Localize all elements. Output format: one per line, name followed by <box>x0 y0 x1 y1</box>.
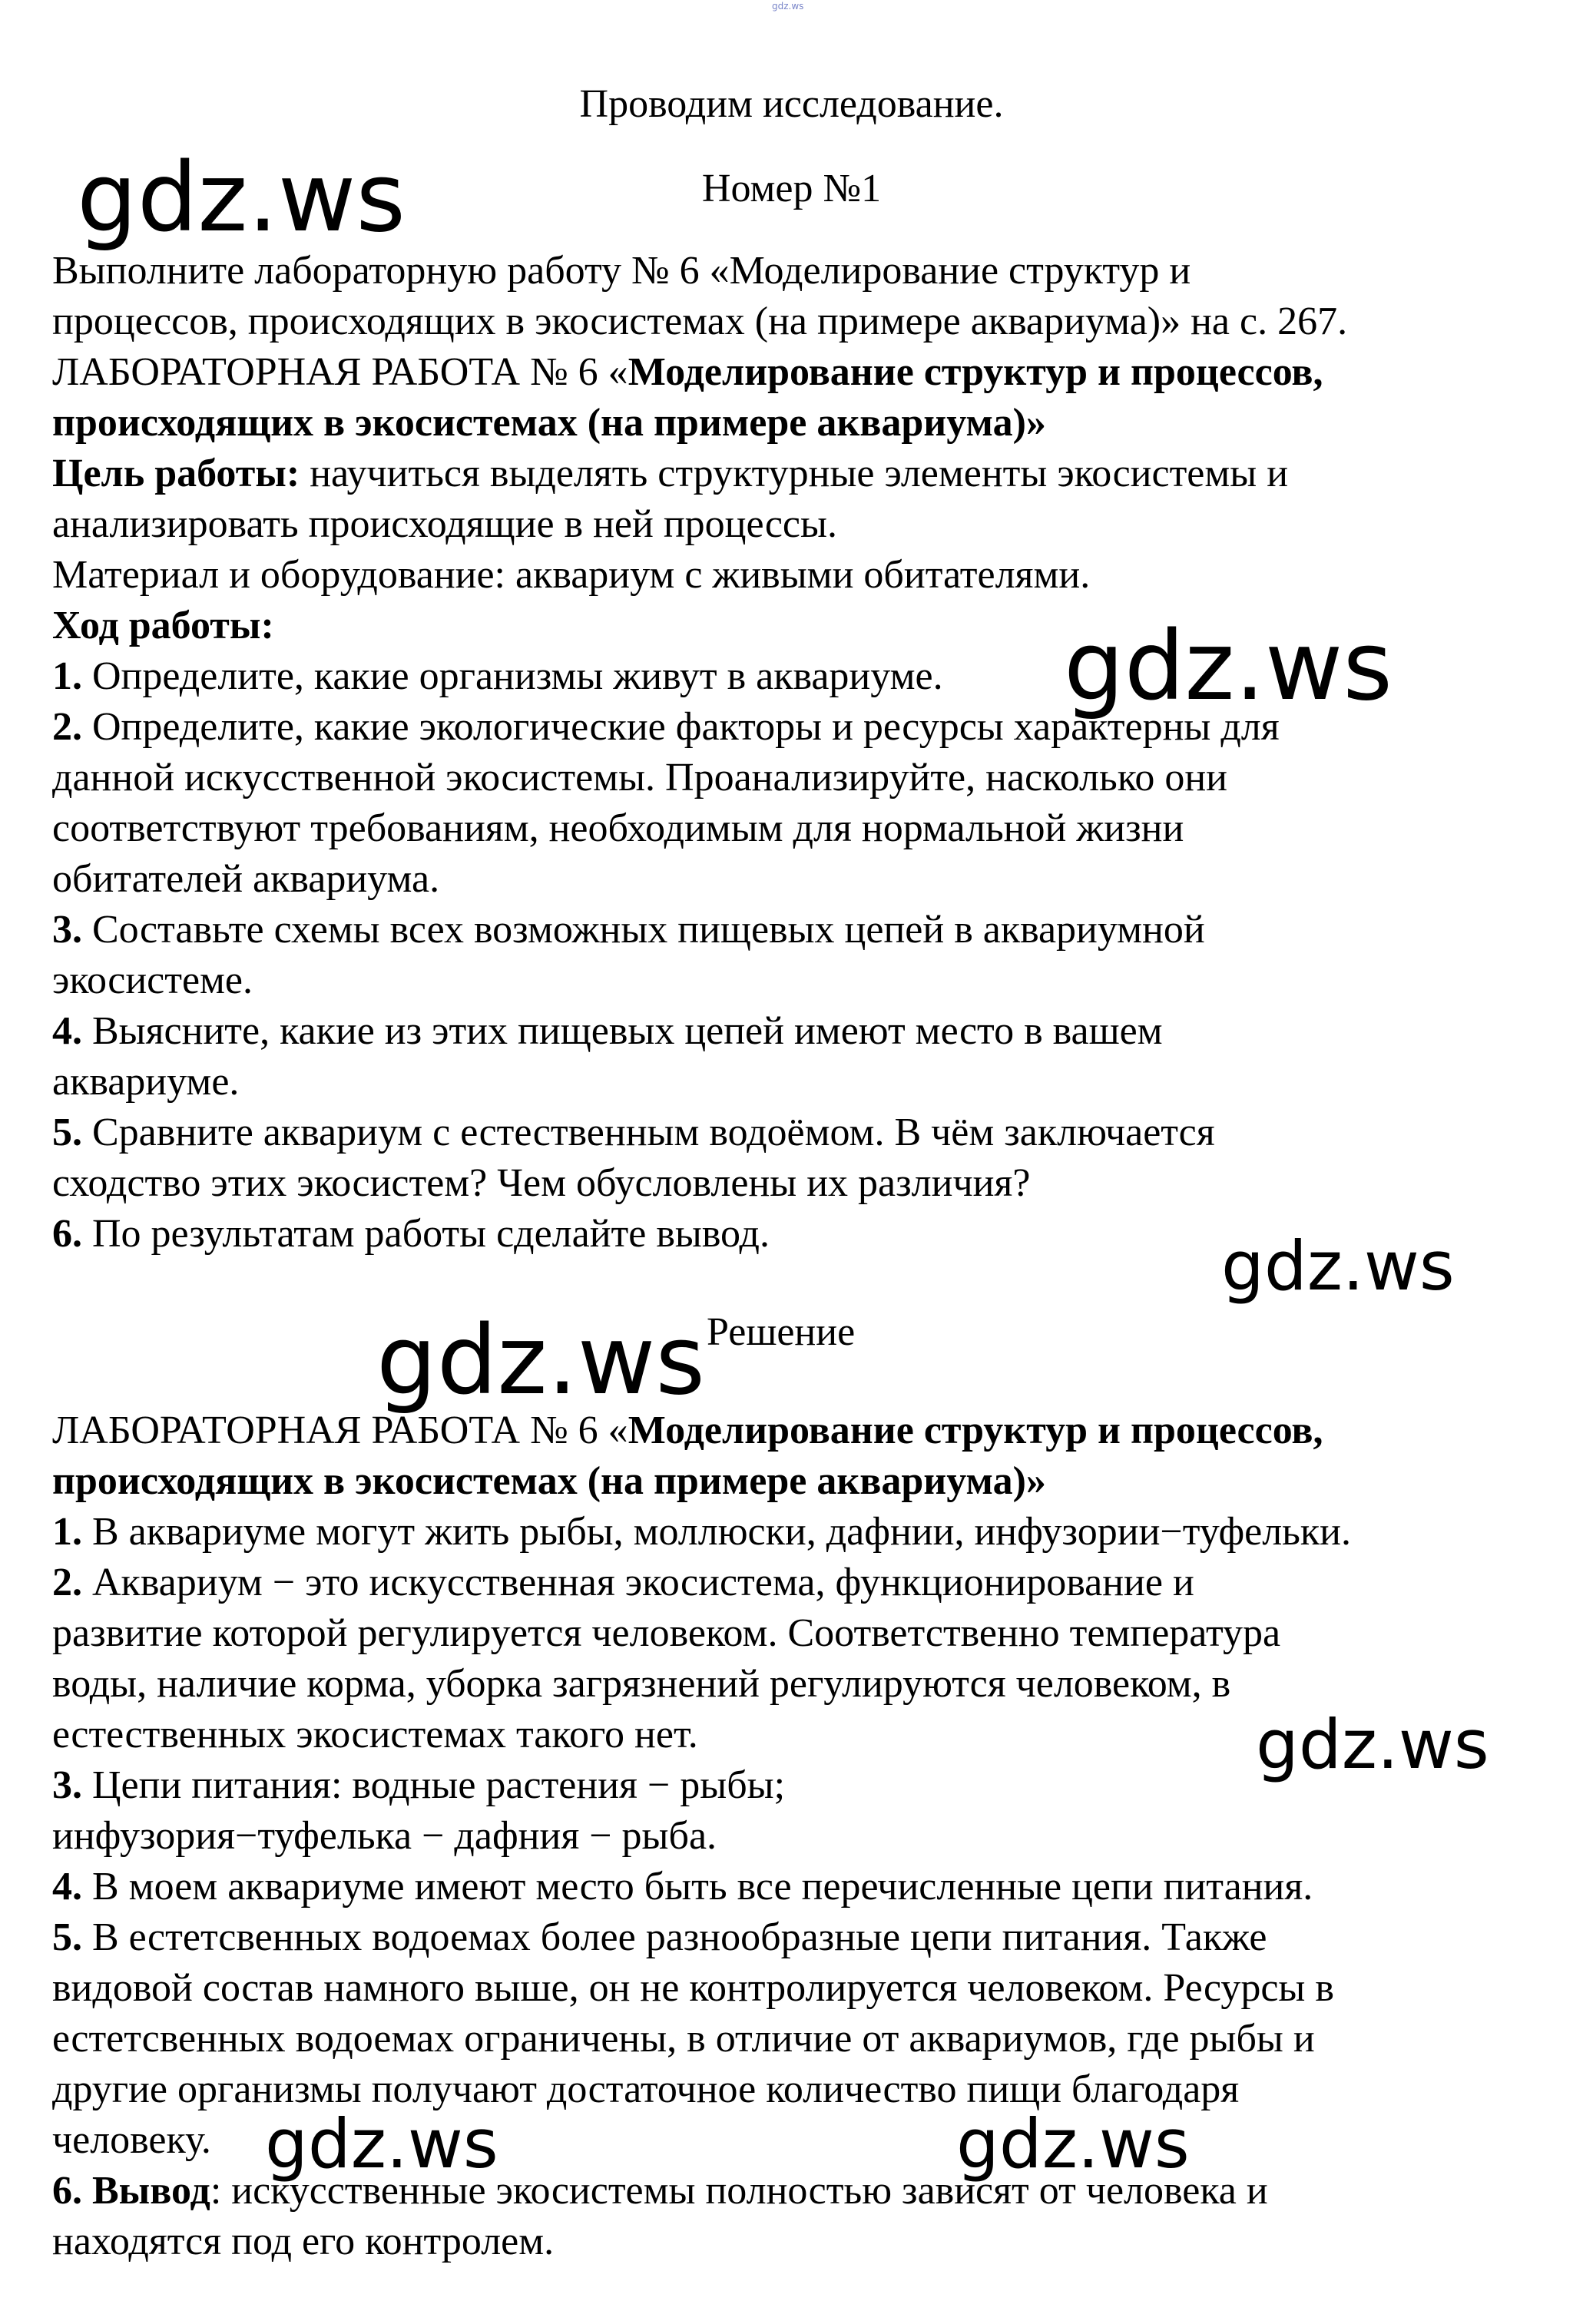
watermark: gdz.ws <box>1256 1705 1489 1784</box>
answer-item: 6. Вывод: искусственные экосистемы полностью зависят от человека и <box>52 2169 1268 2213</box>
lab-heading: ЛАБОРАТОРНАЯ РАБОТА № 6 «Моделирование структур и процессов, <box>52 1409 1323 1452</box>
lab-heading: ЛАБОРАТОРНАЯ РАБОТА № 6 «Моделирование структур и процессов, <box>52 350 1323 394</box>
page-title: Проводим исследование. <box>579 82 1004 126</box>
answer-item-cont: другие организмы получают достаточное количество пищи благодаря <box>52 2067 1240 2111</box>
step-item: 2. Определите, какие экологические факторы и ресурсы характерны для <box>52 705 1280 749</box>
answer-item-cont: находятся под его контролем. <box>52 2220 555 2263</box>
top-watermark: gdz.ws <box>772 1 804 12</box>
answer-item-cont: человеку. <box>52 2118 211 2162</box>
step-item-cont: обитателей аквариума. <box>52 857 440 901</box>
answer-item-cont: инфузория−туфелька − дафния − рыба. <box>52 1814 717 1858</box>
watermark: gdz.ws <box>1064 611 1393 722</box>
answer-item: 5. В естетсвенных водоемах более разнообразные цепи питания. Также <box>52 1915 1267 1959</box>
step-item: 1. Определите, какие организмы живут в аквариуме. <box>52 654 943 698</box>
step-item: 3. Составьте схемы всех возможных пищевых цепей в аквариумной <box>52 908 1205 952</box>
lab-heading-cont: происходящих в экосистемах (на примере аквариума)» <box>52 401 1046 445</box>
lab-heading-cont: происходящих в экосистемах (на примере аквариума)» <box>52 1459 1046 1503</box>
watermark: gdz.ws <box>376 1306 705 1416</box>
answer-item: 3. Цепи питания: водные растения − рыбы; <box>52 1763 786 1807</box>
answer-item-cont: видовой состав намного выше, он не контролируется человеком. Ресурсы в <box>52 1966 1334 2010</box>
step-item-cont: сходство этих экосистем? Чем обусловлены их различия? <box>52 1161 1031 1205</box>
solution-heading: Решение <box>707 1310 856 1354</box>
step-item-cont: данной искусственной экосистемы. Проанализируйте, насколько они <box>52 756 1227 799</box>
task-number: Номер №1 <box>701 167 882 210</box>
answer-item-cont: развитие которой регулируется человеком. Соответственно температура <box>52 1611 1281 1655</box>
goal-line: Цель работы: научиться выделять структурные элементы экосистемы и <box>52 452 1289 495</box>
goal-line: анализировать происходящие в ней процессы. <box>52 502 837 546</box>
watermark: gdz.ws <box>265 2104 498 2183</box>
progress-label: Ход работы: <box>52 604 274 647</box>
step-item: 5. Сравните аквариум с естественным водоёмом. В чём заключается <box>52 1111 1215 1154</box>
task-line: процессов, происходящих в экосистемах (на примере аквариума)» на с. 267. <box>52 300 1348 343</box>
answer-item: 2. Аквариум − это искусственная экосистема, функционирование и <box>52 1561 1194 1604</box>
step-item-cont: экосистеме. <box>52 958 253 1002</box>
material-line: Материал и оборудование: аквариум с живыми обитателями. <box>52 553 1091 597</box>
watermark: gdz.ws <box>956 2104 1190 2183</box>
step-item: 6. По результатам работы сделайте вывод. <box>52 1212 770 1256</box>
answer-item-cont: естетсвенных водоемах ограничены, в отличие от аквариумов, где рыбы и <box>52 2017 1315 2061</box>
answer-item: 4. В моем аквариуме имеют место быть все перечисленные цепи питания. <box>52 1865 1313 1909</box>
step-item-cont: аквариуме. <box>52 1060 240 1104</box>
answer-item-cont: естественных экосистемах такого нет. <box>52 1713 698 1756</box>
step-item-cont: соответствуют требованиям, необходимым для нормальной жизни <box>52 806 1184 850</box>
step-item: 4. Выясните, какие из этих пищевых цепей имеют место в вашем <box>52 1009 1163 1053</box>
answer-item-cont: воды, наличие корма, уборка загрязнений регулируются человеком, в <box>52 1662 1231 1706</box>
watermark: gdz.ws <box>1221 1227 1455 1306</box>
watermark: gdz.ws <box>77 143 406 253</box>
answer-item: 1. В аквариуме могут жить рыбы, моллюски, дафнии, инфузории−туфельки. <box>52 1510 1351 1554</box>
task-line: Выполните лабораторную работу № 6 «Моделирование структур и <box>52 249 1191 293</box>
